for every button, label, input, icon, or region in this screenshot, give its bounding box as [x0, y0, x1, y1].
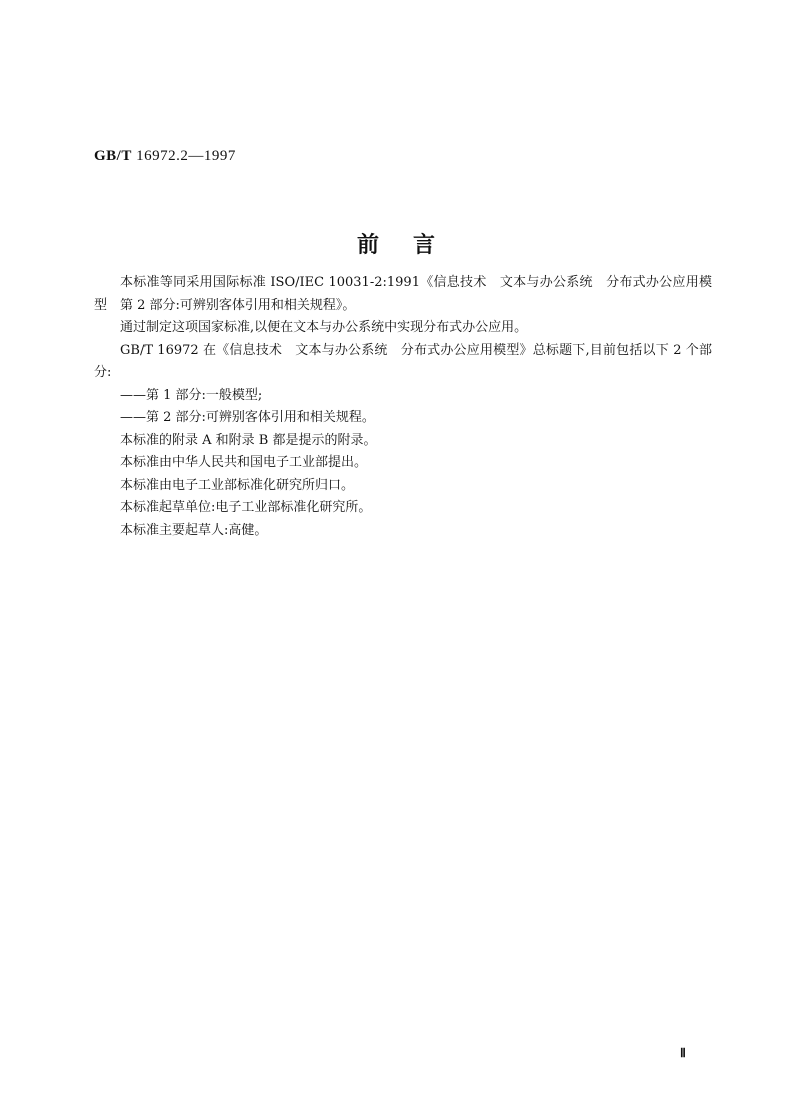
standard-header: [94, 148, 236, 165]
foreword-body: [94, 272, 712, 542]
paragraph: 本标准起草单位:电子工业部标准化研究所。: [120, 500, 372, 515]
paragraph: 本标准等同采用国际标准 ISO/IEC 10031-2:1991《信息技术 文本与办公系统 分布式办公应用模型 第 2 部分:可辨别客体引用和相关规程》。: [94, 275, 712, 313]
page-number: Ⅱ: [680, 1046, 686, 1060]
paragraph: 本标准由电子工业部标准化研究所归口。: [120, 477, 355, 493]
paragraph: 本标准由中华人民共和国电子工业部提出。: [120, 455, 368, 470]
standard-number: 16972.2—1997: [136, 148, 236, 164]
list-item: ——第 1 部分:一般模型;: [120, 387, 263, 403]
page-title: 前言: [356, 232, 469, 258]
paragraph: 本标准的附录 A 和附录 B 都是提示的附录。: [120, 432, 377, 448]
list-item: ——第 2 部分:可辨别客体引用和相关规程。: [120, 410, 375, 425]
paragraph: GB/T 16972 在《信息技术 文本与办公系统 分布式办公应用模型》总标题下,目前包括以下 2 个部分:: [94, 342, 712, 380]
paragraph: 通过制定这项国家标准,以便在文本与办公系统中实现分布式办公应用。: [120, 320, 528, 335]
paragraph: 本标准主要起草人:高健。: [120, 522, 268, 538]
standard-code: GB/T: [94, 148, 132, 164]
